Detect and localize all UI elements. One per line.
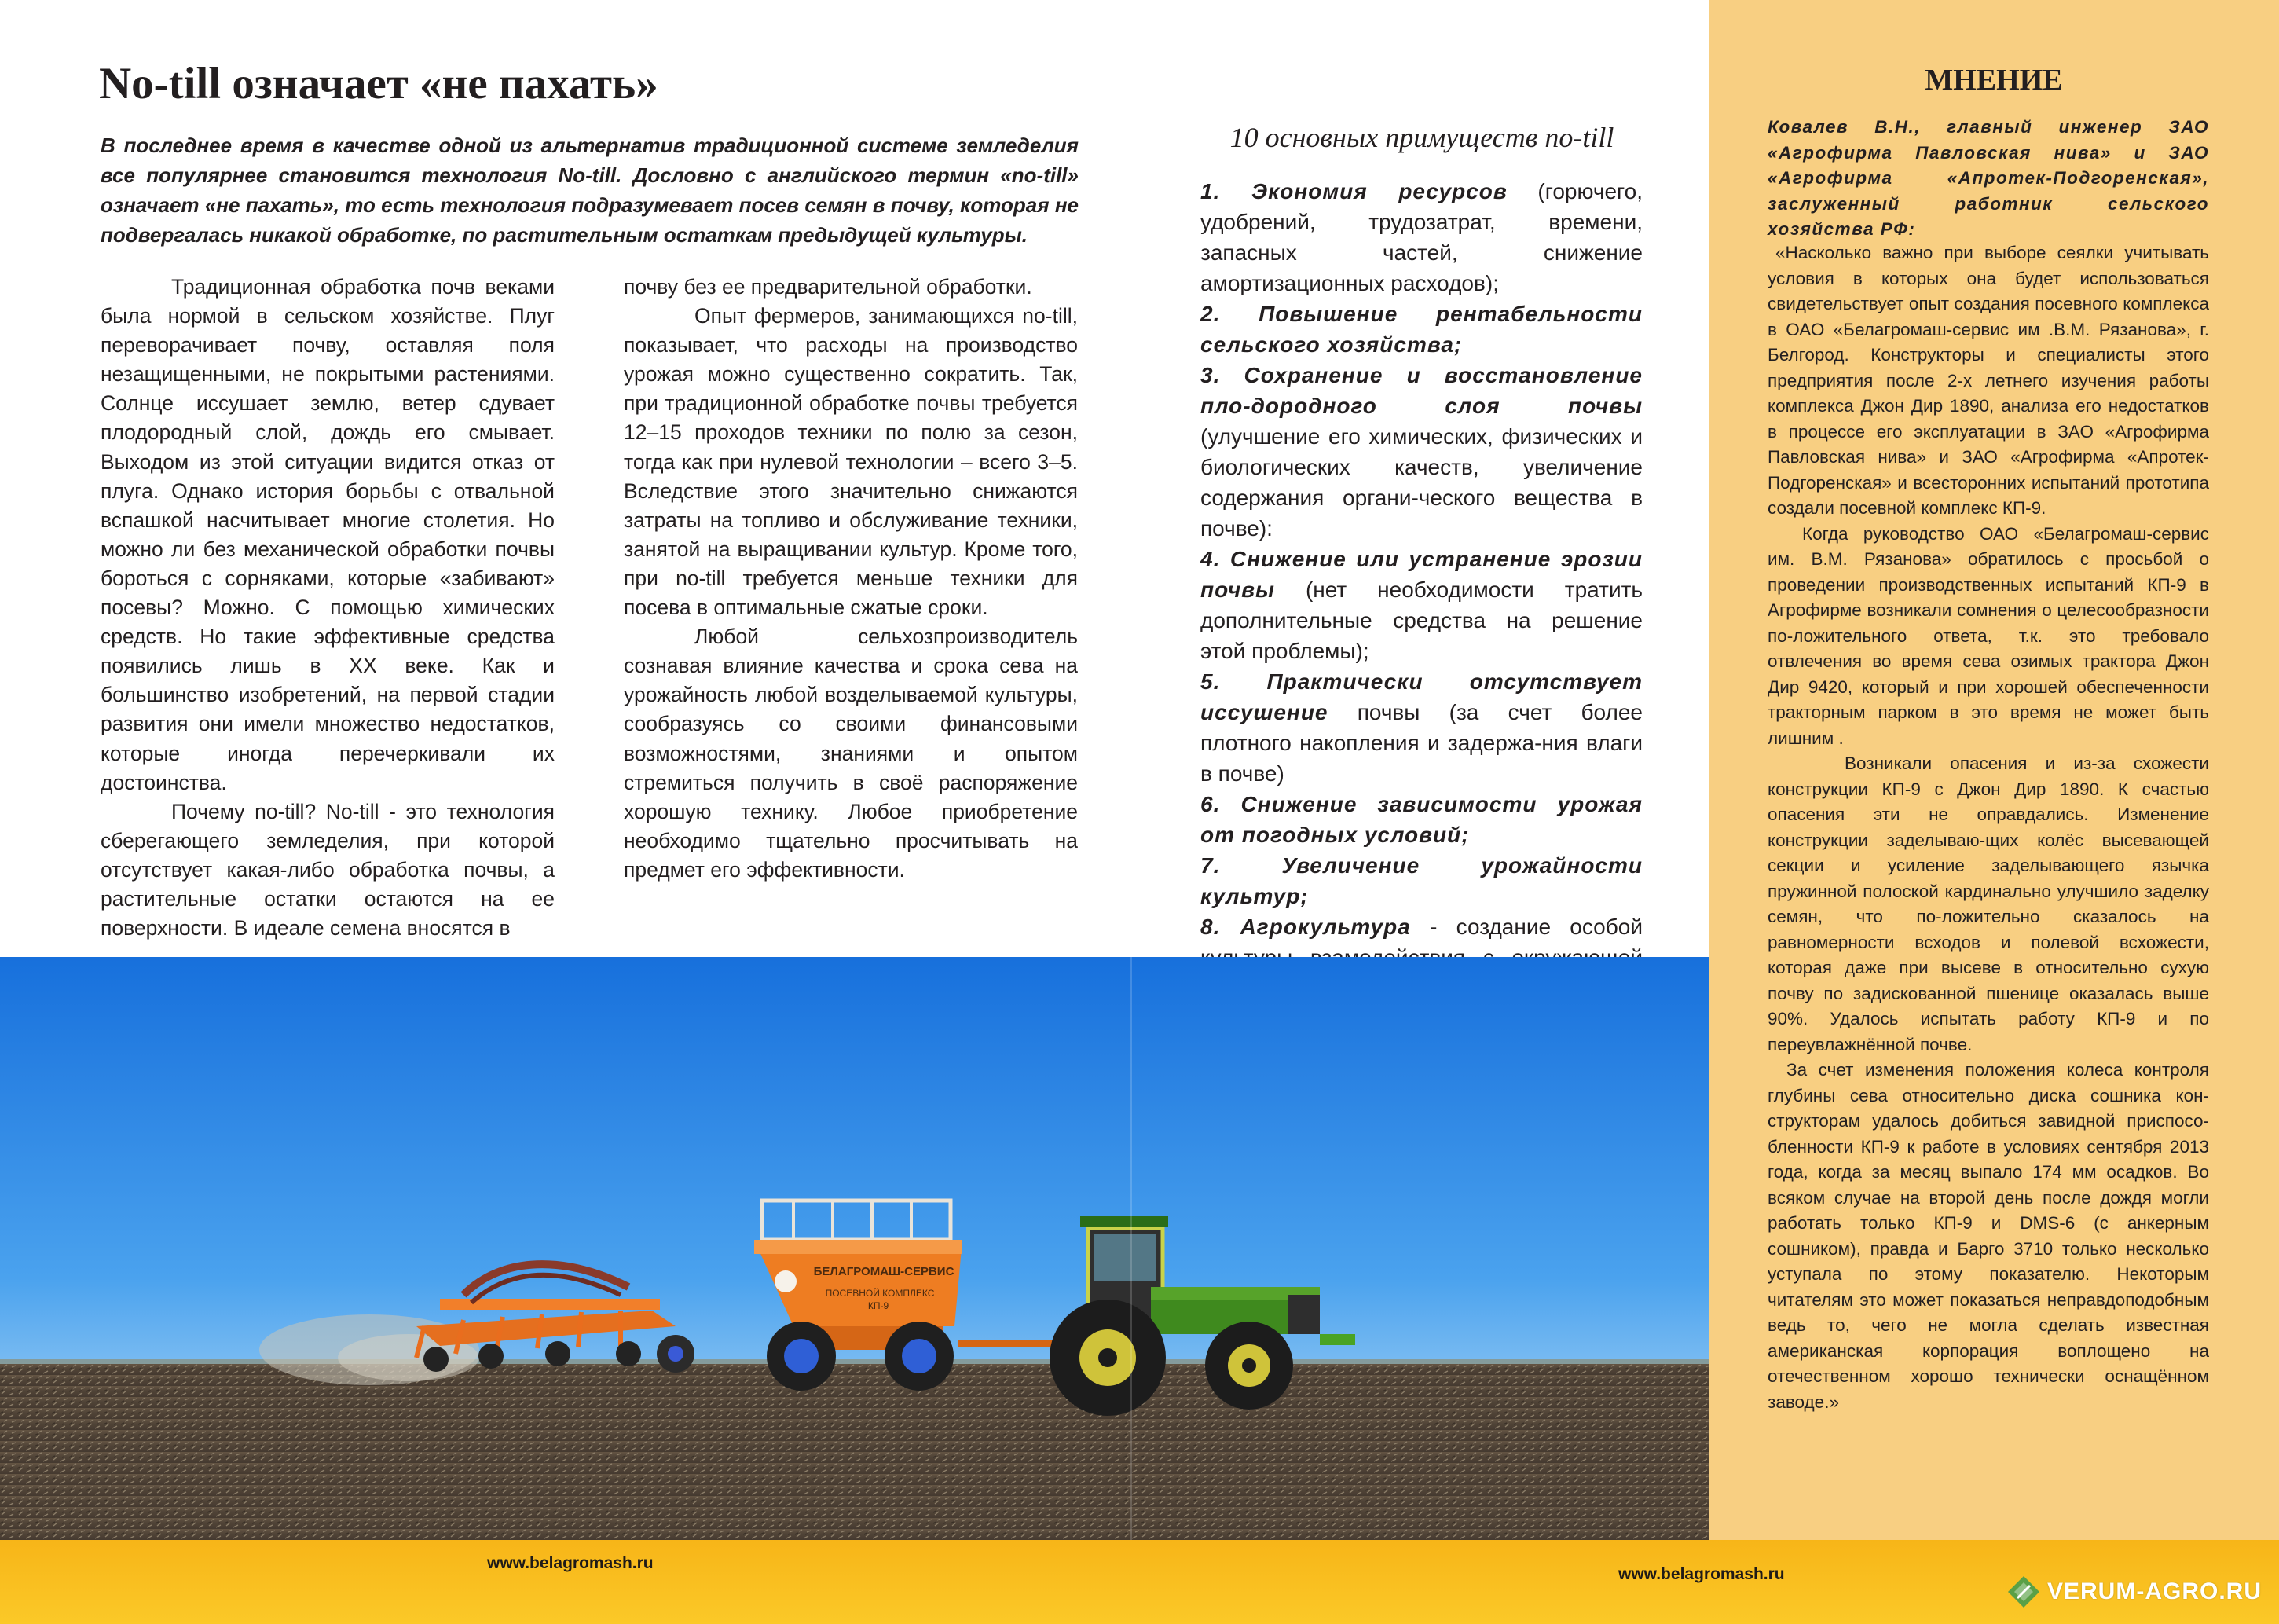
watermark-text: VERUM-AGRO.RU xyxy=(2047,1578,2262,1604)
paragraph: Когда руководство ОАО «Белагромаш-сервис им. В.М. Рязанова» обратилось с просьбой о проведении производственных испытаний КП-9 в Агрофирме возникали сомнения о целесообразности по-ложительного ответа, т.к. это требовало отвлечения во время сева озимых трактора Джон Дир 9420, который и при хорошей обеспеченности тракторным парком в это время не может быть лишним . xyxy=(1768,523,2209,748)
paragraph: «Насколько важно при выборе сеялки учитывать условия в которых она будет использоваться свидетельствует опыт создания посевного комплекса в ОАО «Белагромаш-сервис им .В.М. Рязанова», г. Белгород. Конструкторы и специалисты этого предприятия после 2-х летнего изучения работы комплекса Джон Дир 1890, анализа его недостатков в процессе его эксплуатации в ЗАО «Агрофирма Павловская нива» и ЗАО «Агрофирма «Апротек-Подгоренская» и всесторонних испытаний прототипа создали посевной комплекс КП-9. xyxy=(1768,243,2209,518)
opinion-body xyxy=(1768,240,2209,1415)
benefit-text: (горючего, удобрений, трудозатрат, времени, запасных частей, снижение амортизационных расходов); xyxy=(1200,179,1643,295)
paragraph: Любой сельхозпроизводитель сознавая влияние качества и срока сева на урожайность любой возделываемой культуры, сообразуясь со своими финансовыми возможностями, знаниями и опытом стремиться получить в своё распоряжение хорошую технику. Любое приобретение необходимо тщательно просчитывать на предмет его эффективности. xyxy=(624,625,1078,882)
benefit-item xyxy=(1200,360,1643,544)
benefit-heading: 3. Сохранение и восстановление пло-дородного слоя почвы xyxy=(1200,363,1643,418)
website-link-left[interactable]: www.belagromash.ru xyxy=(487,1554,654,1572)
paragraph: Почему no-till? No-till - это технология сберегающего земледелия, при которой отсутствует какая-либо обработка почвы, а растительные остатки остаются на ее поверхности. В идеале семена вносятся в xyxy=(101,799,555,940)
benefit-text: (улучшение его химических, физических и биологических качеств, увеличение содержания органи-ческого вещества в почве): xyxy=(1200,424,1643,541)
article-lead: В последнее время в качестве одной из альтернатив традиционной системе земледелия все популярнее становится технология No-till. Дословно с английского термин «no-till» означает «не пахать», то есть технология подразумевает посев семян в почву, которая не подвергалась никакой обработке, по растительным остаткам предыдущей культуры. xyxy=(101,134,1079,247)
benefit-item xyxy=(1200,176,1643,299)
benefit-text: - создание особой xyxy=(1430,915,1643,939)
field-photo xyxy=(0,957,1709,1540)
benefit-item xyxy=(1200,666,1643,789)
article-title: No-till означает «не пахать» xyxy=(99,59,658,108)
benefit-heading: 2. Повышение рентабельности сельского хозяйства; xyxy=(1200,302,1643,357)
benefit-item xyxy=(1200,850,1643,911)
benefits-list xyxy=(1200,176,1643,1003)
paragraph: За счет изменения положения колеса контроля глубины сева относительно диска сошника кон-структорам удалось добиться завидной приспосо-бленности КП-9 к работе в условиях сентября 2013 года, когда за месяц выпало 174 мм осадков. Во всяком случае на второй день после дождя могли работать только КП-9 и DMS-6 (с анкерным сошником), правда и Барго 3710 только несколько уступала по этому показателю. Некоторым читателям это может показаться неправдоподобным ведь то, чего не могла сделать известная американская корпорация воплощено на отечественном хорошо технически оснащённом заводе.» xyxy=(1768,1060,2209,1412)
benefit-heading: 1. Экономия ресурсов xyxy=(1200,179,1508,203)
paragraph: Опыт фермеров, занимающихся no-till, показывает, что расходы на производство урожая можно существенно сократить. Так, при традиционной обработке почвы требуется 12–15 проходов техники по полю за сезон, тогда как при нулевой технологии – всего 3–5. Вследствие этого значительно снижаются затраты на топливо и обслуживание техники, занятой на выращивании культур. Кроме того, при no-till требуется меньше техники для посева в оптимальные сжатые сроки. xyxy=(624,304,1078,620)
website-link-right[interactable]: www.belagromash.ru xyxy=(1618,1565,1785,1583)
benefit-heading: 5. Практически отсутствует иссушение xyxy=(1200,669,1643,724)
seeding-complex-image xyxy=(0,957,1709,1540)
article-column-2 xyxy=(624,273,1078,885)
hopper-model: КП-9 xyxy=(867,1300,889,1311)
benefit-heading: 8. Агрокультура xyxy=(1200,915,1411,939)
benefit-item xyxy=(1200,544,1643,666)
paragraph: почву без ее предварительной обработки. xyxy=(624,275,1032,299)
benefit-item xyxy=(1200,299,1643,360)
benefits-title: 10 основных примуществ no-till xyxy=(1229,122,1614,153)
paragraph: Традиционная обработка почв веками была нормой в сельском хозяйстве. Плуг переворачивает почву, оставляя поля незащищенными, не покрытыми растениями. Солнце иссушает землю, ветер сдувает плодородный слой, дождь его смывает. Выходом из этой ситуации видится отказ от плуга. Однако история борьбы с отвальной вспашкой насчитывает многие столетия. Но можно ли без механической обработки почвы бороться с сорняками, которые «забивают» посевы? Можно. С помощью химических средств. Но такие эффективные средства появились лишь в XX веке. Как и большинство изобретений, на первой стадии развития они имели множество недостатков, которые иногда перечеркивали их достоинства. xyxy=(101,275,555,794)
opinion-heading: МНЕНИЕ xyxy=(1925,64,2063,97)
article-column-1 xyxy=(101,273,555,943)
benefit-heading: 4. Снижение или устранение эрозии почвы xyxy=(1200,547,1643,602)
hopper-brand: БЕЛАГРОМАШ-СЕРВИС xyxy=(813,1265,954,1278)
opinion-author: Ковалев В.Н., главный инженер ЗАО «Агрофирма Павловская нива» и ЗАО «Агрофирма «Апротек-Подгоренская», заслуженный работник сельского хозяйства РФ: xyxy=(1768,117,2209,239)
hopper-label: ПОСЕВНОЙ КОМПЛЕКС xyxy=(825,1288,935,1299)
footer-bar xyxy=(0,1540,2279,1624)
paragraph: Возникали опасения и из-за схожести конструкции КП-9 с Джон Дир 1890. К счастью опасения эти не оправдались. Изменение конструкции заделываю-щих колёс высевающей секции и усиление заделывающего язычка пружинной полоской кардинально улучшило заделку семян, что по-ложительно сказалось на равномерности всходов и полевой всхожести, которая даже при высеве в относительно сухую почву по задискованной пшенице оказалась выше 90%. Удалось испытать работу КП-9 и по переувлажнённой почве. xyxy=(1768,753,2209,1054)
benefit-heading: 6. Снижение зависимости урожая от погодных условий; xyxy=(1200,792,1643,847)
benefit-item xyxy=(1200,789,1643,850)
benefit-heading: 7. Увеличение урожайности культур; xyxy=(1200,853,1643,908)
benefit-text: (нет необходимости тратить дополнительные средства на решение этой проблемы); xyxy=(1200,577,1643,663)
watermark-badge xyxy=(2006,1575,2262,1609)
benefit-text: почвы (за счет более плотного накопления и задержа-ния влаги в почве) xyxy=(1200,700,1643,786)
leaf-logo-icon xyxy=(2006,1575,2041,1609)
